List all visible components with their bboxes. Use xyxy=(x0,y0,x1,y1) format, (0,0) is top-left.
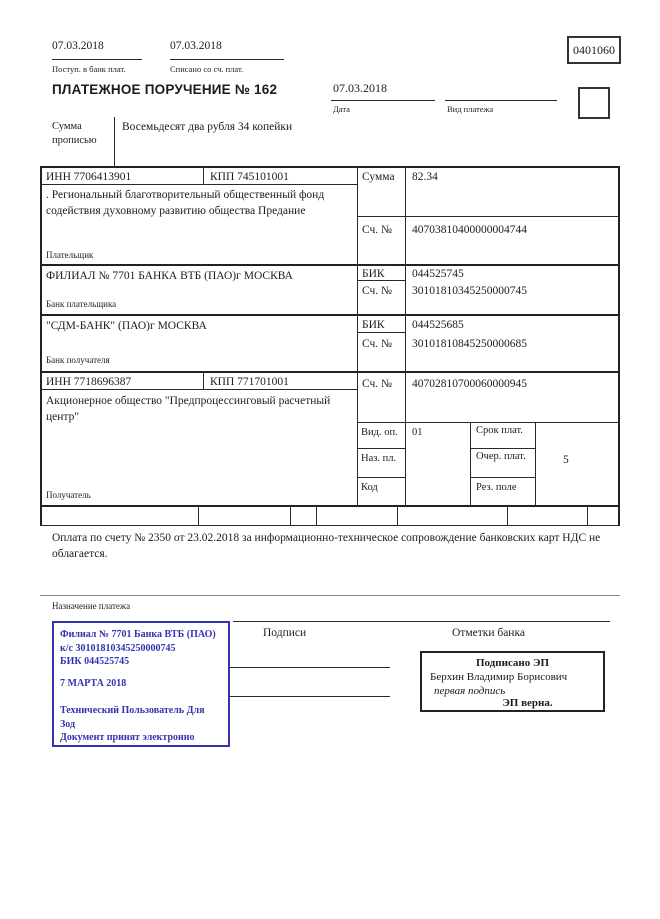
payer-account: 40703810400000004744 xyxy=(412,224,527,236)
signature-line-1 xyxy=(230,667,390,668)
received-date-underline xyxy=(52,59,142,60)
payee-kpp: КПП 771701001 xyxy=(210,376,289,388)
payer-bank-section-border xyxy=(40,314,620,316)
code-label: Код xyxy=(361,482,378,493)
amount-words-divider xyxy=(114,117,115,166)
table-top-border xyxy=(40,166,620,168)
payer-bank-name: ФИЛИАЛ № 7701 БАНКА ВТБ (ПАО)г МОСКВА xyxy=(46,270,293,282)
payment-type-box xyxy=(578,87,610,119)
payer-bank-bik-label: БИК xyxy=(362,268,385,280)
amount-words-value: Восемьдесят два рубля 34 копейки xyxy=(122,121,293,133)
payer-section-label: Плательщик xyxy=(46,250,94,260)
payee-bank-bik-label: БИК xyxy=(362,319,385,331)
payee-account-label: Сч. № xyxy=(362,378,393,390)
document-date-value: 07.03.2018 xyxy=(333,81,387,95)
payment-term-label: Срок плат. xyxy=(476,425,523,436)
amount-label: Сумма xyxy=(362,171,395,183)
bank-stamp xyxy=(52,621,230,747)
payment-type-underline xyxy=(445,100,557,101)
esign-kind: первая подпись xyxy=(434,685,506,697)
bank-stamp-line3: БИК 044525745 xyxy=(60,656,130,667)
codes-row-divider-1 xyxy=(198,505,199,525)
debited-date-value: 07.03.2018 xyxy=(170,40,222,52)
codes-row-divider-4 xyxy=(397,505,398,525)
payee-bank-section-label: Банк получателя xyxy=(46,355,110,365)
payer-kpp: КПП 745101001 xyxy=(210,171,289,183)
payee-bank-section-border xyxy=(40,371,620,373)
op-type-value: 01 xyxy=(412,427,423,438)
op-row2-border-left xyxy=(357,477,405,478)
payer-inn: ИНН 7706413901 xyxy=(46,171,132,183)
document-title: ПЛАТЕЖНОЕ ПОРУЧЕНИЕ № 162 xyxy=(52,82,278,97)
payee-bank-bik: 044525685 xyxy=(412,319,464,331)
form-code-badge xyxy=(567,36,621,64)
debited-date-underline xyxy=(170,59,284,60)
operation-grid-top-border xyxy=(357,422,620,423)
payer-bank-account: 30101810345250000745 xyxy=(412,285,527,297)
payment-type-label: Вид платежа xyxy=(447,104,494,114)
priority-value: 5 xyxy=(563,454,569,466)
payer-inn-kpp-divider xyxy=(203,166,204,184)
received-date-value: 07.03.2018 xyxy=(52,40,104,52)
esign-verified: ЭП верна. xyxy=(502,697,553,709)
priority-label: Очер. плат. xyxy=(476,451,526,462)
op-row2-border-right xyxy=(470,477,535,478)
payee-bank-account: 30101810845250000685 xyxy=(412,338,527,350)
payee-account: 40702810700060000945 xyxy=(412,378,527,390)
bank-stamp-status: Документ принят электронно xyxy=(60,732,195,743)
payer-name: . Региональный благотворительный общественный фонд содействия духовному развитию общества Предание xyxy=(46,189,325,217)
operation-grid-divider-2 xyxy=(535,422,536,505)
payee-bank-name: "СДМ-БАНК" (ПАО)г МОСКВА xyxy=(46,320,207,332)
payment-purpose-underline xyxy=(40,595,620,596)
payee-inn-kpp-divider xyxy=(203,371,204,389)
esign-title: Подписано ЭП xyxy=(475,657,550,669)
amount-row-border xyxy=(357,216,620,217)
bank-stamp-line2: к/с 30101810345250000745 xyxy=(60,642,176,654)
payee-inn: ИНН 7718696387 xyxy=(46,376,132,388)
esign-stamp xyxy=(420,651,605,712)
codes-row-divider-3 xyxy=(316,505,317,525)
payee-name: Акционерное общество "Предпроцессинговый расчетный центр" xyxy=(46,395,331,423)
payee-section-border xyxy=(40,505,620,507)
codes-row-divider-6 xyxy=(587,505,588,525)
form-code-value: 0401060 xyxy=(573,42,615,57)
purpose-kind-label: Наз. пл. xyxy=(361,453,397,464)
amount-value: 82.34 xyxy=(412,171,438,183)
signature-section-top-border xyxy=(233,621,610,622)
op-type-label: Вид. оп. xyxy=(361,427,398,438)
document-date-underline xyxy=(331,100,435,101)
payer-bank-section-label: Банк плательщика xyxy=(46,299,117,309)
bank-marks-label: Отметки банка xyxy=(452,627,525,639)
table-left-border xyxy=(40,166,42,525)
table-right-border xyxy=(618,166,620,525)
op-row1-border-left xyxy=(357,448,405,449)
bank-stamp-spacer xyxy=(60,690,222,704)
payer-bank-account-label: Сч. № xyxy=(362,285,393,297)
codes-row-divider-2 xyxy=(290,505,291,525)
debited-date-label: Списано со сч. плат. xyxy=(170,64,244,74)
payee-bank-account-label: Сч. № xyxy=(362,338,393,350)
op-row1-border-right xyxy=(470,448,535,449)
signatures-label: Подписи xyxy=(263,627,307,639)
payee-section-label: Получатель xyxy=(46,490,91,500)
codes-row-bottom-border xyxy=(40,525,620,526)
codes-row-divider-5 xyxy=(507,505,508,525)
payer-account-label: Сч. № xyxy=(362,224,393,236)
amount-words-label: Сумма прописью xyxy=(52,121,97,146)
bank-stamp-date: 7 МАРТА 2018 xyxy=(60,677,127,689)
received-date-label: Поступ. в банк плат. xyxy=(52,64,126,74)
esign-name: Берхин Владимир Борисович xyxy=(430,671,568,683)
signature-line-2 xyxy=(230,696,390,697)
bank-stamp-line1: Филиал № 7701 Банка ВТБ (ПАО) xyxy=(60,629,216,640)
document-date-label: Дата xyxy=(333,104,350,114)
payer-bank-bik: 044525745 xyxy=(412,268,464,280)
reserve-field-label: Рез. поле xyxy=(476,482,517,493)
bank-stamp-user: Технический Пользователь Для Зод xyxy=(60,705,205,730)
payer-section-border xyxy=(40,264,620,266)
operation-grid-divider-1 xyxy=(470,422,471,505)
payment-purpose-label: Назначение платежа xyxy=(52,601,131,611)
bank-stamp-spacer xyxy=(60,669,222,677)
payment-purpose-text: Оплата по счету № 2350 от 23.02.2018 за информационно-техническое сопровождение банковских карт НДС не облагается. xyxy=(52,532,601,560)
